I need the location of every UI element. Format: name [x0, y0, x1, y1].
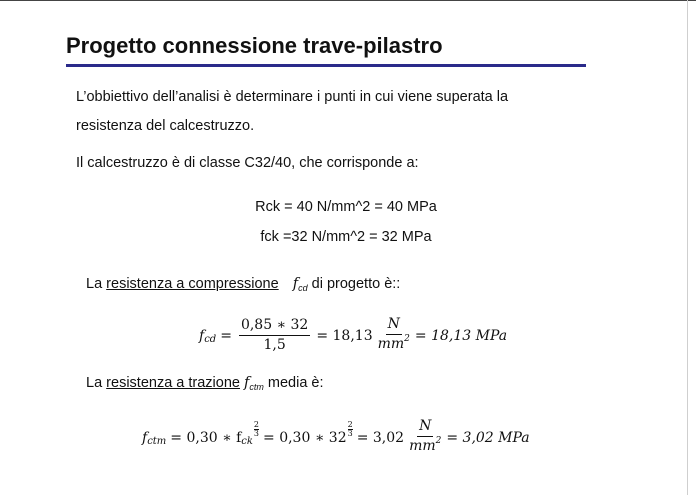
compression-prefix: La [86, 276, 107, 292]
compression-sentence [86, 276, 400, 292]
fcd-fraction-denominator: 1,5 [263, 337, 286, 353]
title-underline [66, 64, 586, 67]
fck-line: fck =32 N/mm^2 = 32 MPa [260, 229, 432, 245]
fcd-unit-numerator: N [386, 316, 402, 335]
fcd-fraction [239, 317, 310, 354]
fcd-symbol: f [292, 276, 299, 292]
fctm-lhs: f [142, 429, 148, 446]
fctm-lhs-sub: ctm [147, 436, 167, 447]
fcd-unit-denominator: $mm^2$ [377, 334, 410, 352]
rck-line: Rck = 40 N/mm^2 = 40 MPa [255, 199, 437, 215]
fctm-symbol-sub: ctm [249, 382, 264, 392]
fcd-lhs-sub: cd [204, 334, 217, 345]
tension-suffix: media è: [263, 375, 324, 391]
compression-suffix: di progetto è:: [307, 276, 401, 292]
fctm-part1: = 0,30 ∗ f [170, 429, 242, 446]
fctm-result: = 3,02 MPa [446, 429, 530, 446]
fcd-mid: = 18,13 [316, 327, 373, 344]
fctm-exponent-1: $\frac{2}{3}$ [253, 420, 260, 438]
fctm-symbol: f [244, 375, 250, 391]
fctm-exponent-2: $\frac{2}{3}$ [347, 420, 353, 438]
fcd-symbol-sub: cd [298, 283, 308, 293]
concrete-class-line: Il calcestruzzo è di classe C32/40, che corrisponde a: [76, 155, 419, 171]
fctm-part1-sub: ck [241, 436, 253, 447]
fcd-fraction-numerator: 0,85 ∗ 32 [239, 317, 310, 336]
intro-line-2: resistenza del calcestruzzo. [76, 118, 255, 134]
formula-fctm [142, 418, 530, 457]
fctm-unit-numerator: N [417, 418, 433, 437]
fctm-unit-denominator: $mm^2$ [409, 436, 442, 454]
tension-prefix: La [86, 375, 107, 391]
top-border [0, 0, 696, 1]
fcd-unit-fraction [376, 316, 412, 355]
page-title: Progetto connessione trave-pilastro [66, 33, 443, 58]
formula-fcd: f cd = $\frac{0,85 ∗ 32}{1,5}$ = 18,13 $\frac{N}{mm^2}$ = 18,13 MPa [199, 316, 508, 353]
tension-underlined: resistenza a trazione [106, 375, 240, 391]
fctm-part2: = 0,30 ∗ 32 [263, 429, 347, 446]
compression-underlined: resistenza a compressione [106, 276, 279, 292]
right-border [687, 0, 688, 495]
intro-line-1: L’obbiettivo dell’analisi è determinare i punti in cui viene superata la [76, 89, 509, 105]
fctm-part3: = 3,02 [356, 429, 405, 446]
fcd-result: = 18,13 MPa [414, 327, 508, 344]
fctm-unit-fraction [407, 418, 443, 457]
tension-sentence [86, 375, 324, 391]
fcd-lhs: f [199, 327, 205, 344]
